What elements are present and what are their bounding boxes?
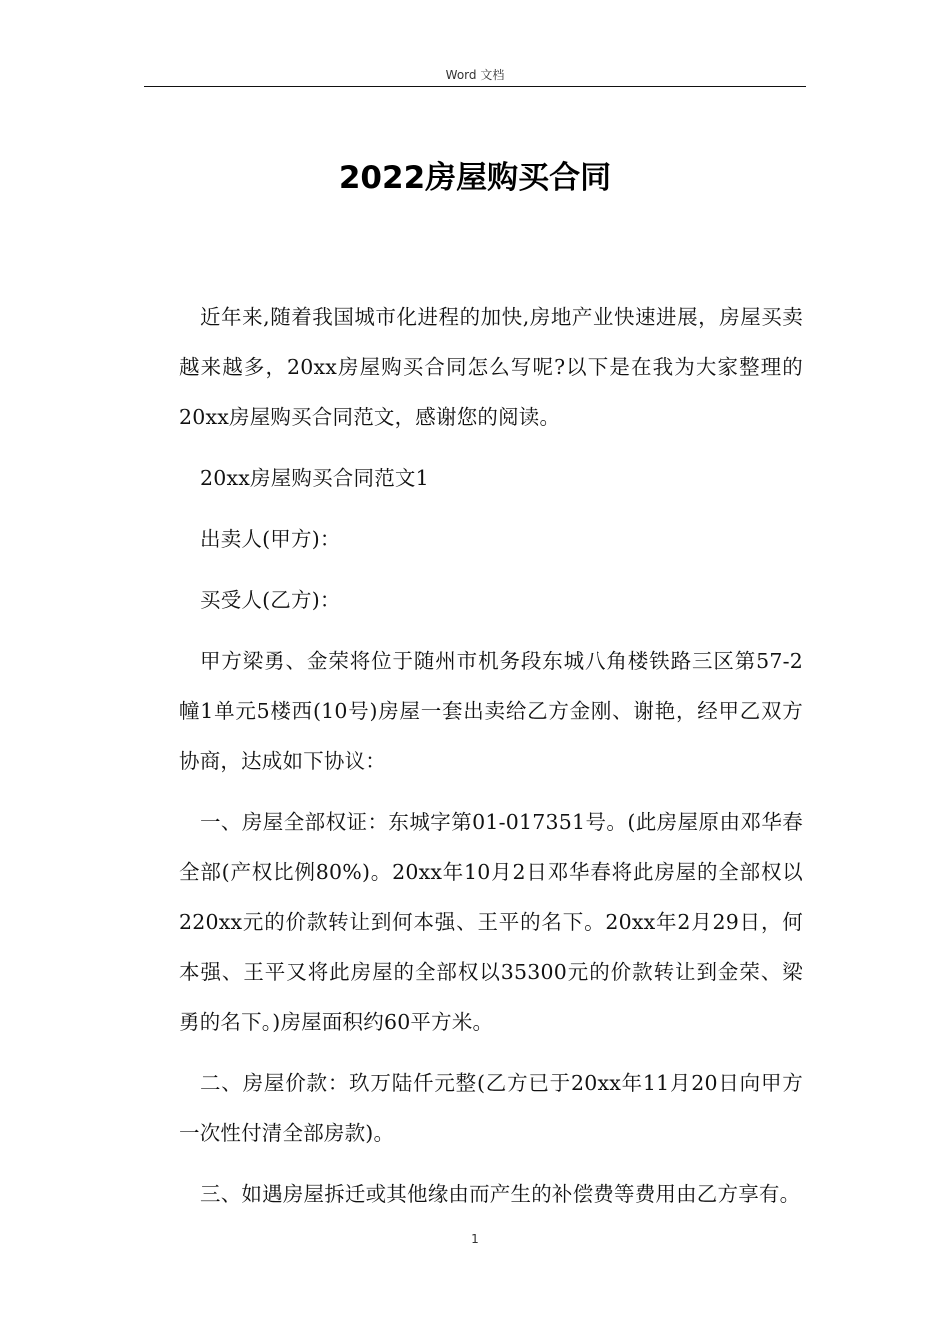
document-title: 2022房屋购买合同: [338, 160, 612, 196]
paragraph-seller: 出卖人(甲方)：: [200, 527, 341, 551]
paragraph-buyer: 买受人(乙方)：: [200, 588, 341, 612]
document-body: [179, 292, 803, 1230]
paragraph-agreement: 甲方梁勇、金荣将位于随州市机务段东城八角楼铁路三区第57-2幢1单元5楼西(10号)房屋一套出卖给乙方金刚、谢艳，经甲乙双方协商，达成如下协议：: [179, 649, 803, 773]
paragraph-clause-3: 三、如遇房屋拆迁或其他缘由而产生的补偿费等费用由乙方享有。: [200, 1182, 801, 1206]
header-divider: [144, 86, 806, 87]
page-header: Word 文档: [445, 68, 505, 82]
paragraph-intro: 近年来,随着我国城市化进程的加快,房地产业快速进展，房屋买卖越来越多，20xx房屋购买合同怎么写呢?以下是在我为大家整理的20xx房屋购买合同范文，感谢您的阅读。: [179, 305, 803, 429]
paragraph-clause-1: 一、房屋全部权证：东城字第01-017351号。(此房屋原由邓华春全部(产权比例80%)。20xx年10月2日邓华春将此房屋的全部权以220xx元的价款转让到何本强、王平的名下。20xx年2月29日，何本强、王平又将此房屋的全部权以35300元的价款转让到金荣、梁勇的名下。)房屋面积约60平方米。: [179, 810, 803, 1034]
page-number: 1: [471, 1232, 479, 1246]
paragraph-clause-2: 二、房屋价款：玖万陆仟元整(乙方已于20xx年11月20日向甲方一次性付清全部房款)。: [179, 1071, 803, 1145]
paragraph-sample-heading: 20xx房屋购买合同范文1: [200, 466, 429, 490]
